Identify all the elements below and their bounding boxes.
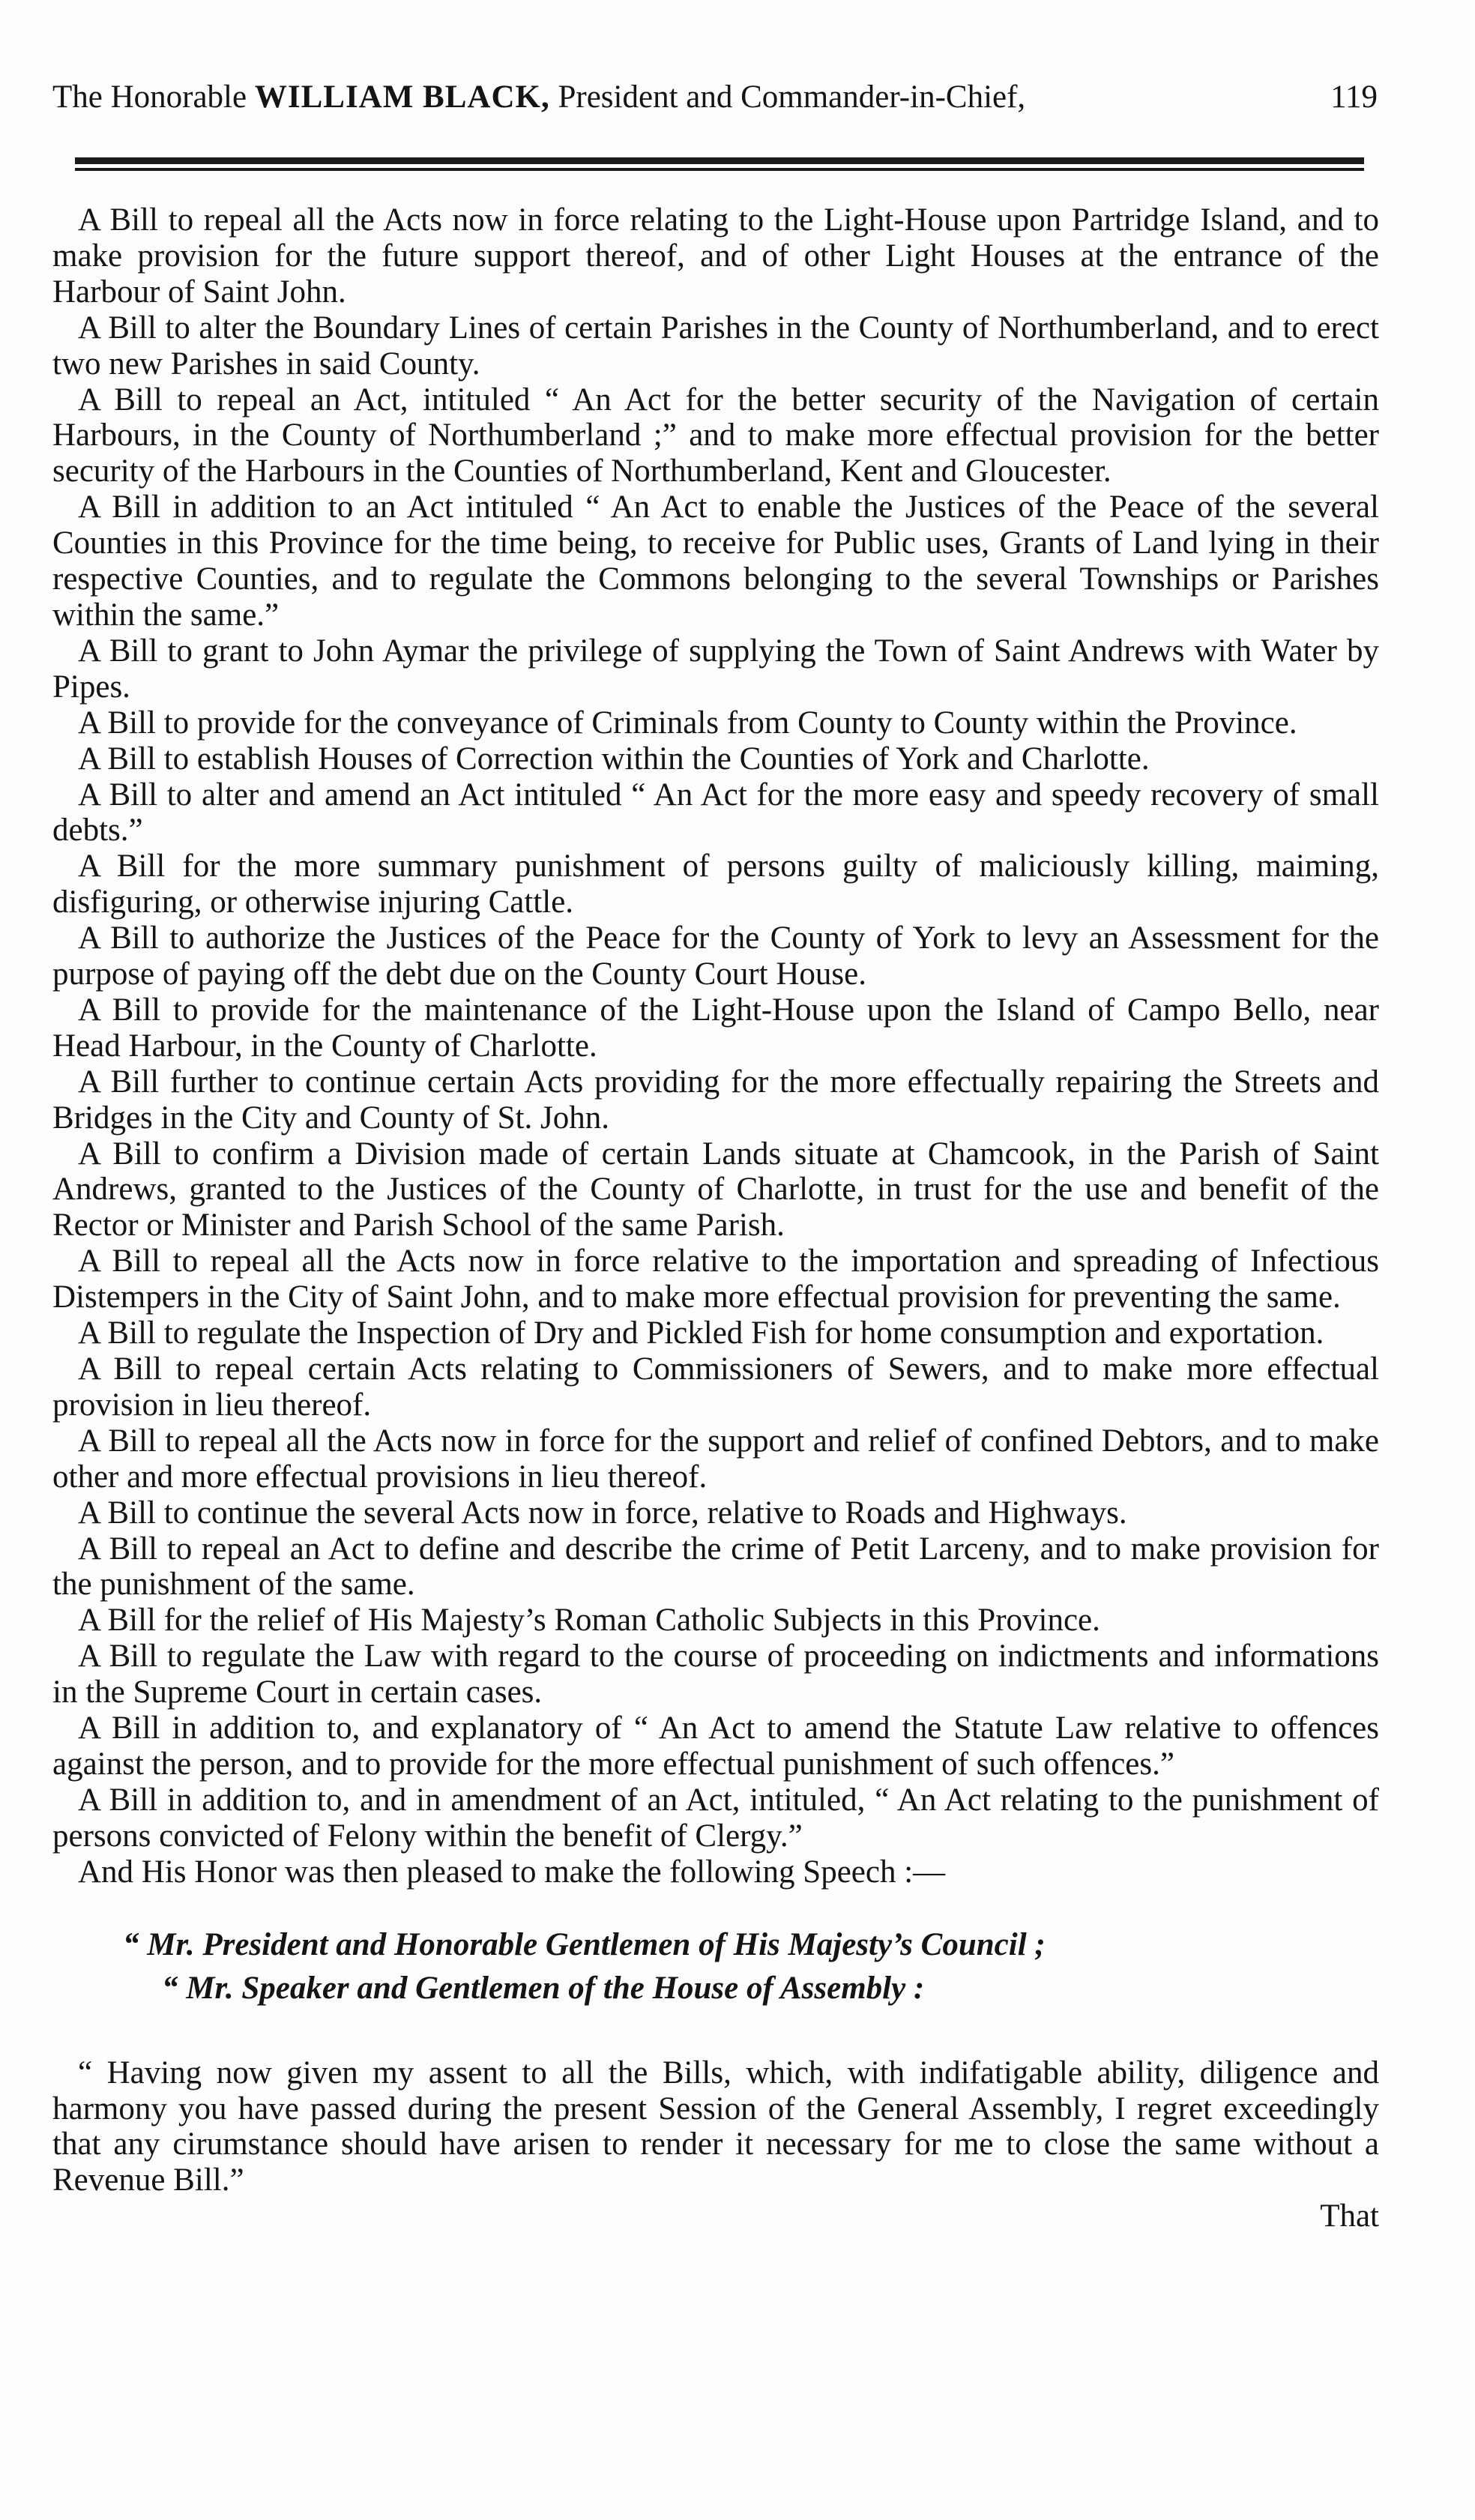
bill-paragraph: A Bill to confirm a Division made of certain Lands situate at Chamcook, in the Parish of Saint Andrews, granted to the Justices of the County of Charlotte, in trust for the use and benefit of the Rector or Minister and Parish School of the same Parish. [52, 1136, 1379, 1244]
address-council: “ Mr. President and Honorable Gentlemen of His Majesty’s Council ; [123, 1926, 1046, 1962]
bill-paragraph: A Bill in addition to, and in amendment of an Act, intituled, “ An Act relating to the punishment of persons convicted of Felony within the benefit of Clergy.” [52, 1782, 1379, 1854]
bill-paragraph: A Bill to repeal an Act to define and describe the crime of Petit Larceny, and to make provision for the punishment of the same. [52, 1531, 1379, 1603]
bill-paragraph: A Bill to alter the Boundary Lines of certain Parishes in the County of Northumberland, and to erect two new Parishes in said County. [52, 310, 1379, 382]
bill-paragraph: A Bill to repeal certain Acts relating to Commissioners of Sewers, and to make more effectual provision in lieu thereof. [52, 1351, 1379, 1423]
bill-paragraph: A Bill in addition to an Act intituled “ An Act to enable the Justices of the Peace of the several Counties in this Province for the time being, to receive for Public uses, Grants of Land lying in their respective Counties, and to regulate the Commons belonging to the several Townships or Parishes within the same.” [52, 489, 1379, 633]
body-text [52, 202, 1379, 2234]
header-name: WILLIAM BLACK, [254, 79, 550, 115]
running-header [52, 81, 1378, 113]
bill-paragraph: A Bill for the relief of His Majesty’s Roman Catholic Subjects in this Province. [78, 1603, 1100, 1639]
bill-paragraph: A Bill to establish Houses of Correction within the Counties of York and Charlotte. [78, 741, 1150, 777]
bill-paragraph: A Bill to authorize the Justices of the Peace for the County of York to levy an Assessment for the purpose of paying off the debt due on the County Court House. [52, 920, 1379, 992]
speech-intro: And His Honor was then pleased to make the following Speech :— [78, 1854, 946, 1890]
bill-paragraph: A Bill to regulate the Inspection of Dry and Pickled Fish for home consumption and exportation. [78, 1315, 1324, 1351]
header-suffix: President and Commander-in-Chief, [558, 79, 1026, 115]
bill-paragraph: A Bill to repeal an Act, intituled “ An Act for the better security of the Navigation of certain Harbours, in the County of Northumberland ;” and to make more effectual provision for the better security of the Harbours in the Counties of Northumberland, Kent and Gloucester. [52, 382, 1379, 489]
bill-paragraph: A Bill to alter and amend an Act intituled “ An Act for the more easy and speedy recovery of small debts.” [52, 777, 1379, 848]
speech-paragraph: “ Having now given my assent to all the Bills, which, with indifatigable ability, diligence and harmony you have passed during the present Session of the General Assembly, I regret exceedingly that any cirumstance should have arisen to render it necessary for me to close the same without a Revenue Bill.” [52, 2055, 1379, 2198]
bill-paragraph: A Bill to provide for the conveyance of Criminals from County to County within the Province. [78, 705, 1297, 741]
bill-paragraph: A Bill to grant to John Aymar the privilege of supplying the Town of Saint Andrews with Water by Pipes. [52, 633, 1379, 705]
bill-paragraph: A Bill in addition to, and explanatory of “ An Act to amend the Statute Law relative to offences against the person, and to provide for the more effectual punishment of such offences.” [52, 1710, 1379, 1782]
address-assembly: “ Mr. Speaker and Gentlemen of the House of Assembly : [162, 1970, 925, 2006]
catchword: That [1320, 2198, 1379, 2234]
bill-paragraph: A Bill for the more summary punishment of persons guilty of maliciously killing, maiming, disfiguring, or otherwise injuring Cattle. [52, 848, 1379, 920]
bill-paragraph: A Bill to repeal all the Acts now in force relative to the importation and spreading of Infectious Distempers in the City of Saint John, and to make more effectual provision for preventing the same. [52, 1244, 1379, 1315]
bill-paragraph: A Bill further to continue certain Acts providing for the more effectually repairing the Streets and Bridges in the City and County of St. John. [52, 1064, 1379, 1136]
page-number: 119 [1330, 79, 1378, 115]
header-rule-thick [75, 157, 1364, 164]
bill-paragraph: A Bill to provide for the maintenance of the Light-House upon the Island of Campo Bello, near Head Harbour, in the County of Charlotte. [52, 992, 1379, 1064]
header-title [52, 81, 1025, 113]
bill-paragraph: A Bill to continue the several Acts now in force, relative to Roads and Highways. [78, 1495, 1127, 1531]
bill-paragraph: A Bill to repeal all the Acts now in force relating to the Light-House upon Partridge Island, and to make provision for the future support thereof, and of other Light Houses at the entrance of the Harbour of Saint John. [52, 202, 1379, 310]
bill-paragraph: A Bill to repeal all the Acts now in force for the support and relief of confined Debtors, and to make other and more effectual provisions in lieu thereof. [52, 1423, 1379, 1495]
speech-addresses [52, 1923, 1379, 2010]
bill-paragraph: A Bill to regulate the Law with regard to the course of proceeding on indictments and informations in the Supreme Court in certain cases. [52, 1639, 1379, 1710]
header-rule-thin [75, 168, 1364, 171]
header-prefix: The Honorable [52, 79, 247, 115]
